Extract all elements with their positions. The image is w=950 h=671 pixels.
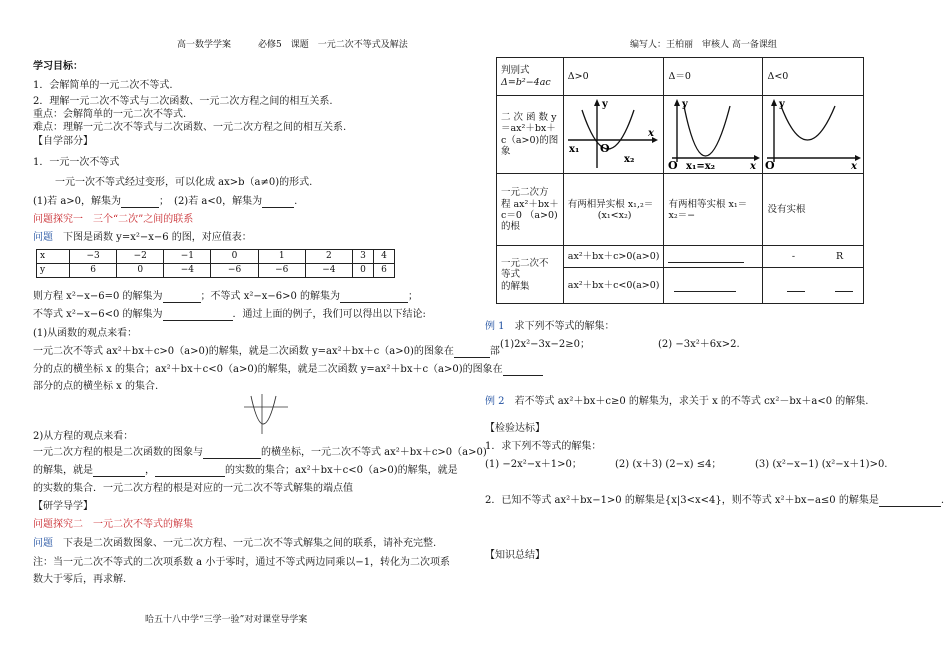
header-label: 判别式 — [501, 65, 530, 77]
answer-blank[interactable] — [163, 292, 201, 303]
table-cell: 6 — [374, 264, 395, 278]
table-cell — [497, 58, 564, 96]
value-table-row-x — [37, 250, 395, 264]
question-label: 问题 — [33, 232, 53, 243]
text: 2．已知不等式 ax²＋bx−1>0 的解集是{x|3<x<4}，则不等式 x²＋bx−a≤0 的解集是 — [485, 495, 879, 506]
header-right: 编写人：王柏丽 审核人 高一备课组 — [630, 40, 777, 50]
origin-label: O — [599, 142, 610, 155]
table-cell: x — [37, 250, 70, 264]
relation-table — [496, 57, 864, 304]
row-label-line: ＝ax²＋bx＋ — [501, 123, 556, 135]
table-cell — [563, 174, 664, 246]
answer-blank[interactable] — [340, 292, 408, 303]
text: ；不等式 x²−x−6>0 的解集为 — [200, 291, 341, 302]
text: . — [940, 495, 945, 506]
question-1 — [33, 232, 252, 244]
table-cell: −4 — [305, 264, 352, 278]
answer-R: R — [835, 251, 844, 263]
value-table-row-y — [37, 264, 395, 278]
explore-1-heading: 问题探究一 三个“二次”之间的联系 — [33, 214, 194, 225]
table-cell: 6 — [70, 264, 117, 278]
text: 的实数的集合；ax²＋bx＋c<0（a>0)的解集，就是 — [225, 465, 458, 476]
check-item-1: 1．求下列不等式的解集： — [485, 441, 602, 452]
table-cell — [664, 268, 763, 304]
question-label: 问题 — [33, 538, 53, 549]
arrow-icon — [771, 99, 777, 106]
check-item-2 — [485, 495, 944, 507]
cell-line: (x₁<x₂) — [597, 209, 632, 221]
table-cell — [497, 174, 564, 246]
arrow-icon — [674, 99, 680, 106]
table-row — [497, 174, 864, 246]
table-cell: 4 — [374, 250, 395, 264]
table-cell — [763, 96, 864, 174]
footer: 哈五十八中学“三学一验”对对课堂导学案 — [145, 615, 308, 625]
text: ．通过上面的例子，我们可以得出以下结论: — [232, 309, 426, 320]
arrow-icon — [594, 99, 600, 106]
check-item-1-part-2: (2) (x＋3) (2−x) ≤4； — [615, 459, 722, 470]
table-cell: 1 — [258, 250, 305, 264]
item-1-q1: (1)若 a>0，解集为 — [33, 196, 122, 207]
table-cell: −6 — [211, 264, 258, 278]
table-cell — [497, 246, 564, 304]
equation-view-line-2 — [33, 465, 458, 477]
row-label-line: 一元二次方 — [501, 187, 549, 199]
answer-blank[interactable] — [674, 281, 736, 292]
dash-mark: - — [791, 251, 796, 263]
item-1-q2: ； (2)若 a<0，解集为 — [159, 196, 263, 207]
row-label-line: c＝0 （a>0) — [501, 209, 558, 221]
question-text: 下图是函数 y=x²−x−6 的图，对应值表： — [53, 232, 252, 243]
answer-blank[interactable] — [879, 496, 941, 507]
summary-heading: 【知识总结】 — [485, 550, 545, 561]
graph-delta-positive — [564, 96, 659, 170]
text: 部 — [489, 346, 500, 357]
table-cell — [664, 174, 763, 246]
parabola-curve — [781, 106, 835, 140]
origin-label: O — [765, 159, 776, 170]
item-1-text: 一元一次不等式经过变形，可以化成 ax>b（a≠0)的形式. — [55, 177, 313, 188]
answer-blank[interactable] — [163, 310, 233, 321]
origin-label: O — [668, 159, 679, 170]
text: 一元二次方程的根是二次函数的图象与 — [33, 447, 203, 458]
example-1-part-2: (2) −3x²＋6x>2. — [658, 339, 740, 350]
example-2 — [485, 396, 868, 408]
table-cell: y — [37, 264, 70, 278]
table-cell: 0 — [211, 250, 258, 264]
table-cell — [497, 96, 564, 174]
explore-2-heading: 问题探究二 一元二次不等式的解集 — [33, 519, 193, 530]
text: 的解集，就是 — [33, 465, 93, 476]
answer-blank[interactable] — [93, 466, 145, 477]
answer-blank[interactable] — [835, 281, 853, 292]
table-cell: −2 — [117, 250, 164, 264]
table-cell: Δ>0 — [563, 58, 664, 96]
goals-title: 学习目标： — [33, 61, 83, 72]
research-heading: 【研学导学】 — [33, 501, 93, 512]
table-cell — [563, 96, 664, 174]
graph-delta-negative — [763, 96, 863, 170]
check-heading: 【检验达标】 — [485, 423, 545, 434]
table-row — [497, 246, 864, 268]
parabola-curve — [684, 106, 730, 156]
example-1-part-1: (1)2x²−3x−2≥0； — [500, 339, 591, 350]
table-cell — [664, 246, 763, 268]
equation-view: 2)从方程的观点来看： — [33, 431, 134, 442]
table-cell: ax²＋bx＋c<0(a>0) — [563, 268, 664, 304]
item-1: 1．一元一次不等式 — [33, 157, 120, 168]
table-cell: 2 — [305, 250, 352, 264]
solution-line-1: 则方程 x²−x−6=0 的解集为 ；不等式 x²−x−6>0 的解集为 ； — [33, 291, 419, 302]
text: 一元二次不等式 ax²＋bx＋c>0（a>0)的解集，就是二次函数 y=ax²＋bx＋c（a>0)的图象在 — [33, 346, 454, 357]
answer-blank[interactable] — [203, 448, 261, 459]
row-label-line: 的根 — [501, 221, 521, 233]
check-item-1-part-3: (3) (x²−x−1) (x²−x＋1)>0. — [755, 459, 888, 470]
answer-blank[interactable] — [155, 466, 225, 477]
solution-line-2 — [33, 309, 426, 321]
table-cell: −6 — [258, 264, 305, 278]
graph-delta-zero — [664, 96, 762, 170]
example-label: 例 1 — [485, 321, 505, 332]
difficulty: 难点：理解一元二次不等式与二次函数、一元二次方程之间的相互关系. — [33, 122, 347, 133]
text: ， — [145, 465, 155, 476]
value-table — [36, 249, 395, 278]
note-line-2: 数大于零后，再求解. — [33, 574, 127, 585]
answer-blank[interactable] — [262, 197, 294, 208]
x-label: x — [647, 128, 654, 139]
answer-blank[interactable] — [668, 252, 744, 263]
function-view-line-3: 部分的点的横坐标 x 的集合. — [33, 381, 159, 392]
table-cell: −3 — [70, 250, 117, 264]
row-label-line: 程 ax²＋bx＋ — [501, 198, 559, 210]
answer-blank[interactable] — [121, 197, 159, 208]
text: 分的点的横坐标 x 的集合；ax²＋bx＋c<0（a>0)的解集，就是二次函数 y=ax²＋bx＋c（a>0)的图象在 — [33, 364, 503, 375]
table-cell: −1 — [164, 250, 211, 264]
table-cell: −4 — [164, 264, 211, 278]
header-left: 高一数学学案 必修5 课题 一元二次不等式及解法 — [177, 40, 408, 50]
example-text: 求下列不等式的解集： — [504, 321, 615, 332]
x-label: x — [851, 161, 858, 170]
key-point: 重点：会解简单的一元二次不等式. — [33, 109, 187, 120]
function-view-line-2 — [33, 364, 543, 376]
header-formula: Δ=b²−4ac — [501, 76, 551, 88]
answer-blank[interactable] — [503, 365, 543, 376]
root-label: x₁=x₂ — [686, 161, 716, 170]
answer-blank[interactable] — [787, 281, 805, 292]
example-label: 例 2 — [485, 396, 505, 407]
question-text: 下表是二次函数图象、一元二次方程、一元二次不等式解集之间的联系，请补充完整. — [53, 538, 437, 549]
self-study-heading: 【自学部分】 — [33, 136, 93, 147]
table-cell: Δ＝0 — [664, 58, 763, 96]
goal-1: 1．会解简单的一元二次不等式. — [33, 80, 173, 91]
text: 则方程 x²−x−6=0 的解集为 — [33, 291, 163, 302]
row-label-line: 的解集 — [501, 280, 530, 292]
cell-line: 有两相异实根 x₁,₂＝ — [567, 198, 654, 210]
row-label-line: c（a>0)的图 — [501, 134, 559, 146]
y-label: y — [682, 99, 689, 110]
table-cell — [763, 268, 864, 304]
x-label: x — [750, 161, 757, 170]
root-label: x₁ — [568, 144, 580, 155]
note-line-1: 注：当一元二次不等式的二次项系数 a 小于零时，通过不等式两边同乘以−1，转化为二次项系 — [33, 557, 451, 568]
goal-2: 2．理解一元二次不等式与二次函数、一元二次方程之间的相互关系. — [33, 96, 333, 107]
row-label-line: 一元二次不 — [501, 257, 549, 269]
table-cell: ax²＋bx＋c>0(a>0) — [563, 246, 664, 268]
equation-view-line-3: 的实数的集合．一元二次方程的根是对应的一元二次不等式解集的端点值 — [33, 483, 353, 494]
item-1-questions: (1)若 a>0，解集为 ； (2)若 a<0，解集为 . — [33, 196, 298, 207]
text: 不等式 x²−x−6<0 的解集为 — [33, 309, 163, 320]
check-item-1-part-1: (1) −2x²−x＋1>0； — [485, 459, 582, 470]
parabola-sketch — [242, 392, 290, 436]
table-cell — [763, 246, 864, 268]
example-1 — [485, 321, 615, 333]
table-cell: 3 — [353, 250, 374, 264]
table-row — [497, 58, 864, 96]
table-row — [497, 96, 864, 174]
equation-view-line-1 — [33, 447, 487, 459]
root-label: x₂ — [623, 154, 635, 165]
text: 的横坐标，一元二次不等式 ax²＋bx＋c>0（a>0) — [261, 447, 487, 458]
cell-line: 有两相等实根 x₁＝ — [668, 198, 748, 210]
table-cell — [664, 96, 763, 174]
cell-line: x₂＝− — [668, 209, 696, 221]
table-cell: 0 — [117, 264, 164, 278]
parabola-curve — [251, 396, 276, 424]
function-view-line-1 — [33, 346, 500, 358]
answer-blank[interactable] — [454, 347, 490, 358]
y-label: y — [779, 99, 786, 110]
row-label-line: 象 — [501, 146, 511, 158]
question-2 — [33, 538, 436, 550]
example-text: 若不等式 ax²＋bx＋c≥0 的解集为，求关于 x 的不等式 cx²－bx＋a<0 的解集. — [504, 396, 869, 407]
table-cell: 0 — [353, 264, 374, 278]
row-label-line: 等式 — [501, 269, 521, 281]
row-label-line: 二 次 函 数 y — [501, 111, 557, 123]
table-cell: Δ<0 — [763, 58, 864, 96]
table-cell: 没有实根 — [763, 174, 864, 246]
function-view: (1)从函数的观点来看： — [33, 328, 138, 339]
y-label: y — [601, 99, 608, 110]
